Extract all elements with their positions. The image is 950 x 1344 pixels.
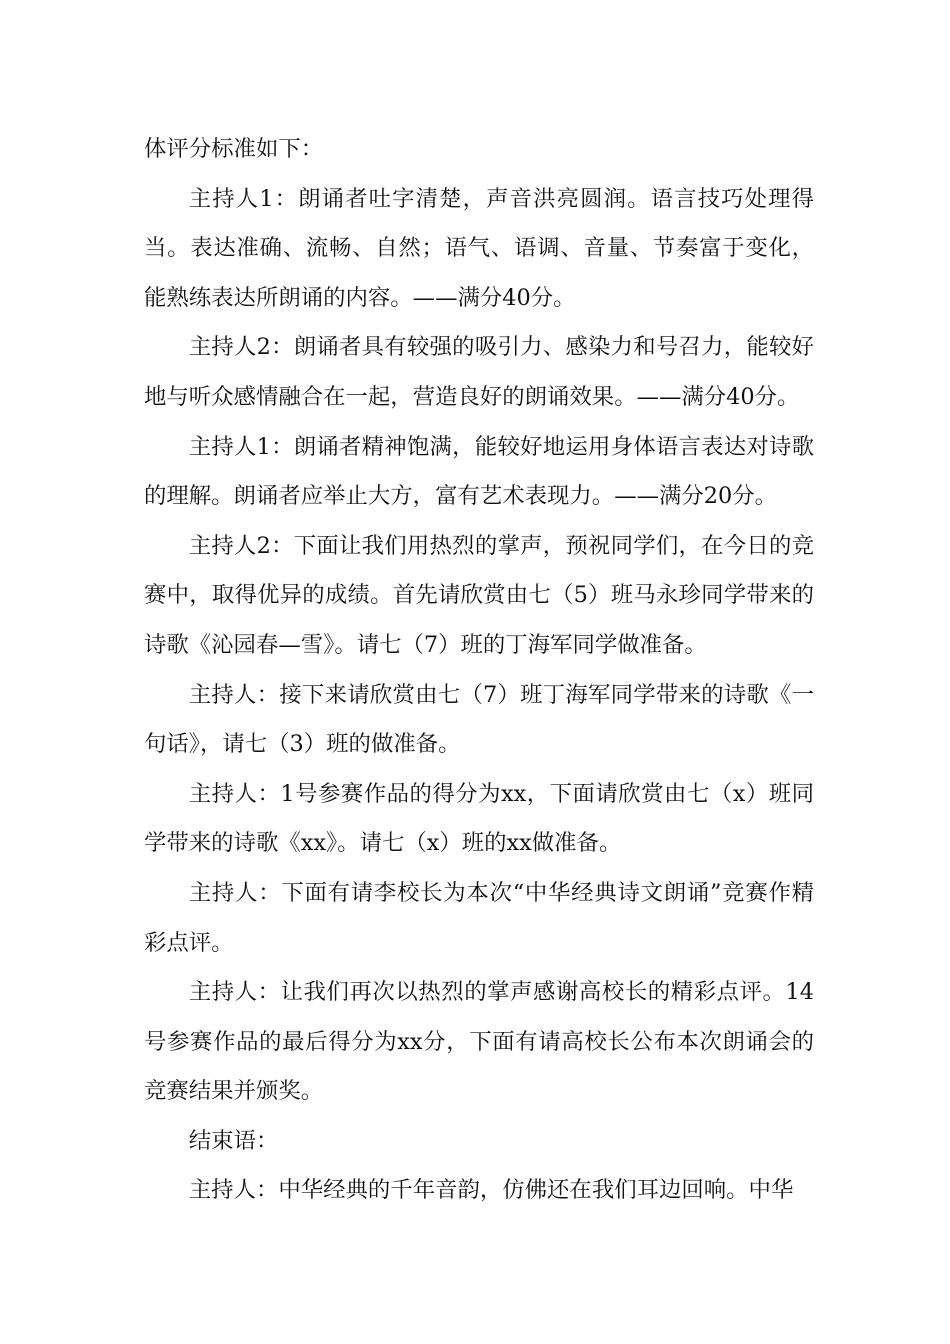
paragraph-closing-heading: 结束语： <box>188 1127 279 1154</box>
paragraph-scoring-intro: 体评分标准如下： <box>144 136 324 162</box>
paragraph-host2-first-performance: 主持人2：下面让我们用热烈的掌声，预祝同学们，在今日的竞赛中，取得优异的成绩。首先请欣赏由七（5）班马永珍同学带来的诗歌《沁园春—雪》。请七（7）班的丁海军同学做准备。 <box>144 532 814 658</box>
paragraph-host-principal-comment: 主持人：下面有请李校长为本次“中华经典诗文朗诵”竞赛作精彩点评。 <box>144 879 814 956</box>
paragraph-host-second-performance: 主持人：接下来请欣赏由七（7）班丁海军同学带来的诗歌《一句话》，请七（3）班的做准备。 <box>144 681 814 758</box>
paragraph-host1-criteria-pronunciation: 主持人1：朗诵者吐字清楚，声音洪亮圆润。语言技巧处理得当。表达准确、流畅、自然；语气、语调、音量、节奏富于变化，能熟练表达所朗诵的内容。——满分40分。 <box>144 185 814 311</box>
paragraph-host-results: 主持人：让我们再次以热烈的掌声感谢高校长的精彩点评。14号参赛作品的最后得分为xx分，下面有请高校长公布本次朗诵会的竞赛结果并颁奖。 <box>144 979 814 1105</box>
paragraph-host-closing: 主持人：中华经典的千年音韵，仿佛还在我们耳边回响。中华 <box>188 1177 794 1204</box>
paragraph-host2-criteria-appeal: 主持人2：朗诵者具有较强的吸引力、感染力和号召力，能较好地与听众感情融合在一起，营造良好的朗诵效果。——满分40分。 <box>144 334 814 410</box>
paragraph-host-score-announcement: 主持人：1号参赛作品的得分为xx，下面请欣赏由七（x）班同学带来的诗歌《xx》。请七（x）班的xx做准备。 <box>144 780 814 857</box>
paragraph-host1-criteria-body-language: 主持人1：朗诵者精神饱满，能较好地运用身体语言表达对诗歌的理解。朗诵者应举止大方，富有艺术表现力。——满分20分。 <box>144 433 814 510</box>
document-body <box>144 125 814 1216</box>
